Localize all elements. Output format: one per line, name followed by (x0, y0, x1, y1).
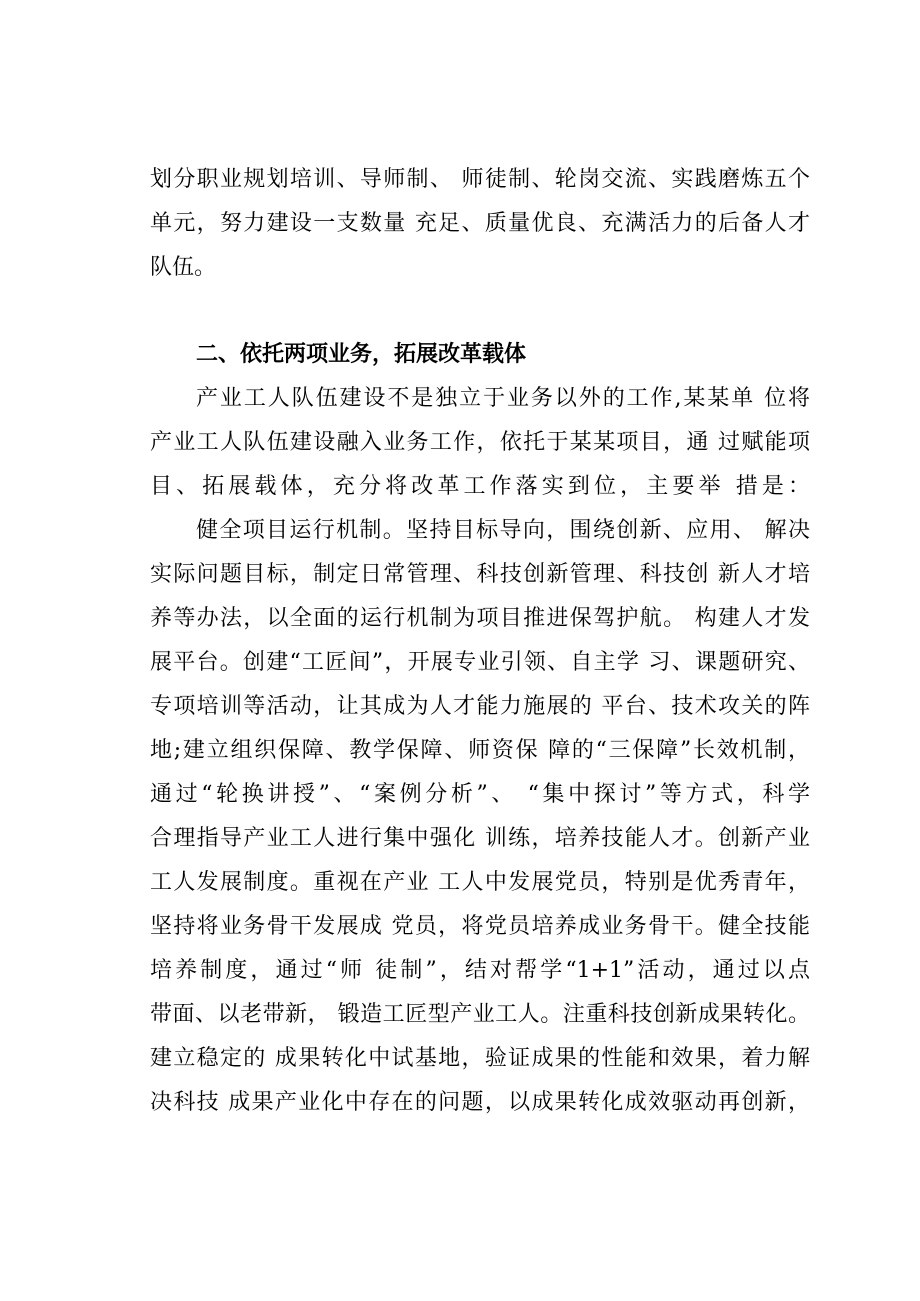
body-text-line: 通过“轮换讲授”、“案例分析”、 “集中探讨”等方式，科学 (150, 782, 810, 807)
body-text-line: 产业工人队伍建设融入业务工作，依托于某某项目，通 过赋能项 (150, 430, 810, 455)
body-text-line: 培养制度，通过“师 徒制”，结对帮学“1+1”活动，通过以点 (150, 958, 810, 983)
body-text-line: 带面、以老带新， 锻造工匠型产业工人。注重科技创新成果转化。 (150, 1002, 810, 1027)
body-text-line: 展平台。创建“工匠间”，开展专业引领、自主学 习、课题研究、 (150, 650, 810, 675)
body-text-line: 专项培训等活动，让其成为人才能力施展的 平台、技术攻关的阵 (150, 694, 810, 719)
body-text-line: 地;建立组织保障、教学保障、师资保 障的“三保障”长效机制， (150, 738, 810, 763)
body-text-line: 决科技 成果产业化中存在的问题，以成果转化成效驱动再创新， (150, 1090, 810, 1115)
body-text-line: 建立稳定的 成果转化中试基地，验证成果的性能和效果，着力解 (150, 1046, 810, 1071)
body-text-line: 划分职业规划培训、导师制、 师徒制、轮岗交流、实践磨炼五个 (150, 167, 810, 192)
body-text-line: 队伍。 (150, 255, 217, 280)
body-text-line: 合理指导产业工人进行集中强化 训练，培养技能人才。创新产业 (150, 826, 810, 851)
body-text-line: 工人发展制度。重视在产业 工人中发展党员，特别是优秀青年， (150, 870, 810, 895)
body-text-line: 单元，努力建设一支数量 充足、质量优良、充满活力的后备人才 (150, 211, 810, 236)
body-text-line: 健全项目运行机制。坚持目标导向，围绕创新、应用、 解决 (196, 518, 810, 543)
body-text-line: 产业工人队伍建设不是独立于业务以外的工作,某某单 位将 (196, 386, 810, 411)
body-text-line: 坚持将业务骨干发展成 党员，将党员培养成业务骨干。健全技能 (150, 914, 810, 939)
section-heading: 二、依托两项业务，拓展改革载体 (196, 342, 527, 367)
body-text-line: 目、拓展载体，充分将改革工作落实到位，主要举 措是： (150, 474, 810, 499)
body-text-line: 养等办法，以全面的运行机制为项目推进保驾护航。 构建人才发 (150, 606, 810, 631)
body-text-line: 实际问题目标，制定日常管理、科技创新管理、科技创 新人才培 (150, 562, 810, 587)
